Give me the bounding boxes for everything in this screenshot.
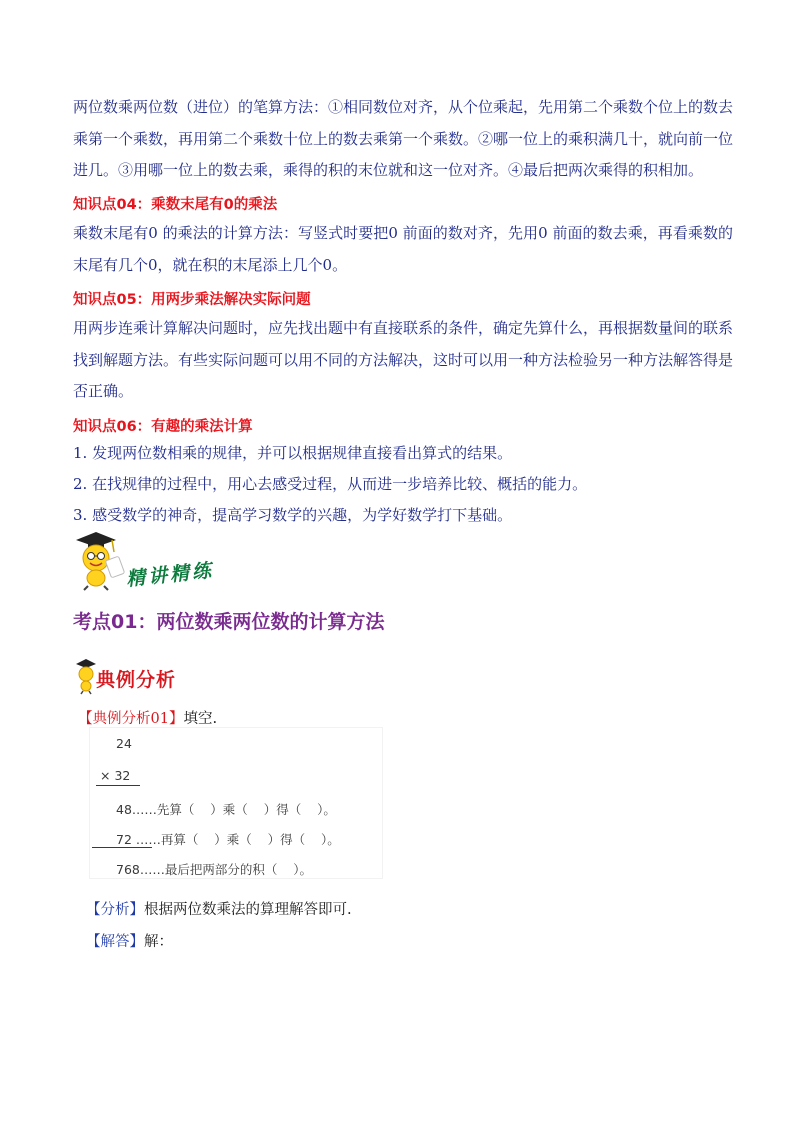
example-problem — [78, 707, 217, 728]
answer-text: 解： — [144, 934, 173, 950]
knowledge-point-06-item-1: 1. 发现两位数相乘的规律，并可以根据规律直接看出算式的结果。 — [73, 444, 513, 462]
knowledge-point-04-text: 乘数末尾有0 的乘法的计算方法：写竖式时要把0 前面的数对齐，先用0 前面的数去乘，再看乘数的末尾有几个0，就在积的末尾添上几个0。 — [73, 224, 733, 274]
vertical-calculation — [90, 728, 382, 878]
example-instruction: 填空. — [183, 711, 218, 727]
section-heading: 考点01：两位数乘两位数的计算方法 — [73, 611, 385, 633]
knowledge-point-06-item-2: 2. 在找规律的过程中，用心去感受过程，从而进一步培养比较、概括的能力。 — [73, 475, 588, 493]
knowledge-point-05-text: 用两步连乘计算解决问题时，应先找出题中有直接联系的条件，确定先算什么，再根据数量间的联系找到解题方法。有些实际问题可以用不同的方法解决，这时可以用一种方法检验另一种方法解答得是否正确。 — [73, 319, 734, 400]
knowledge-point-04-title: 知识点04：乘数末尾有0的乘法 — [73, 197, 278, 213]
calc-row-3: 768……最后把两部分的积（ ）。 — [116, 862, 313, 877]
intro-paragraph: 两位数乘两位数（进位）的笔算方法：①相同数位对齐，从个位乘起，先用第二个乘数个位上的数去乘第一个乘数，再用第二个乘数十位上的数去乘第一个乘数。②哪一位上的乘积满几十，就向前一位进几。③用哪一位上的数去乘，乘得的积的末位就和这一位对齐。④最后把两次乘得的积相加。 — [73, 98, 734, 179]
analysis-text: 根据两位数乘法的算理解答即可. — [144, 902, 352, 918]
calc-underline-2 — [92, 847, 152, 848]
banner-jingjiang-jinglian: 精讲精练 — [125, 559, 216, 591]
analysis-tag: 【分析】 — [86, 902, 144, 918]
example-label: 【典例分析01】 — [78, 711, 184, 727]
answer-tag: 【解答】 — [86, 934, 144, 950]
knowledge-point-05-title: 知识点05：用两步乘法解决实际问题 — [73, 292, 311, 308]
calc-row-2: 72 ……再算（ ）乘（ ）得（ ）。 — [116, 832, 340, 847]
calc-underline-1 — [96, 785, 140, 786]
example-analysis-banner: 典例分析 — [96, 669, 177, 691]
analysis-line — [86, 898, 352, 919]
knowledge-point-06-item-3: 3. 感受数学的神奇，提高学习数学的兴趣，为学好数学打下基础。 — [73, 506, 513, 524]
knowledge-point-06-title: 知识点06：有趣的乘法计算 — [73, 419, 253, 435]
calc-multiplicand: 24 — [116, 736, 132, 751]
calc-multiplier: × 32 — [100, 768, 131, 783]
calc-row-1: 48……先算（ ）乘（ ）得（ ）。 — [116, 802, 336, 817]
answer-line — [86, 930, 173, 951]
